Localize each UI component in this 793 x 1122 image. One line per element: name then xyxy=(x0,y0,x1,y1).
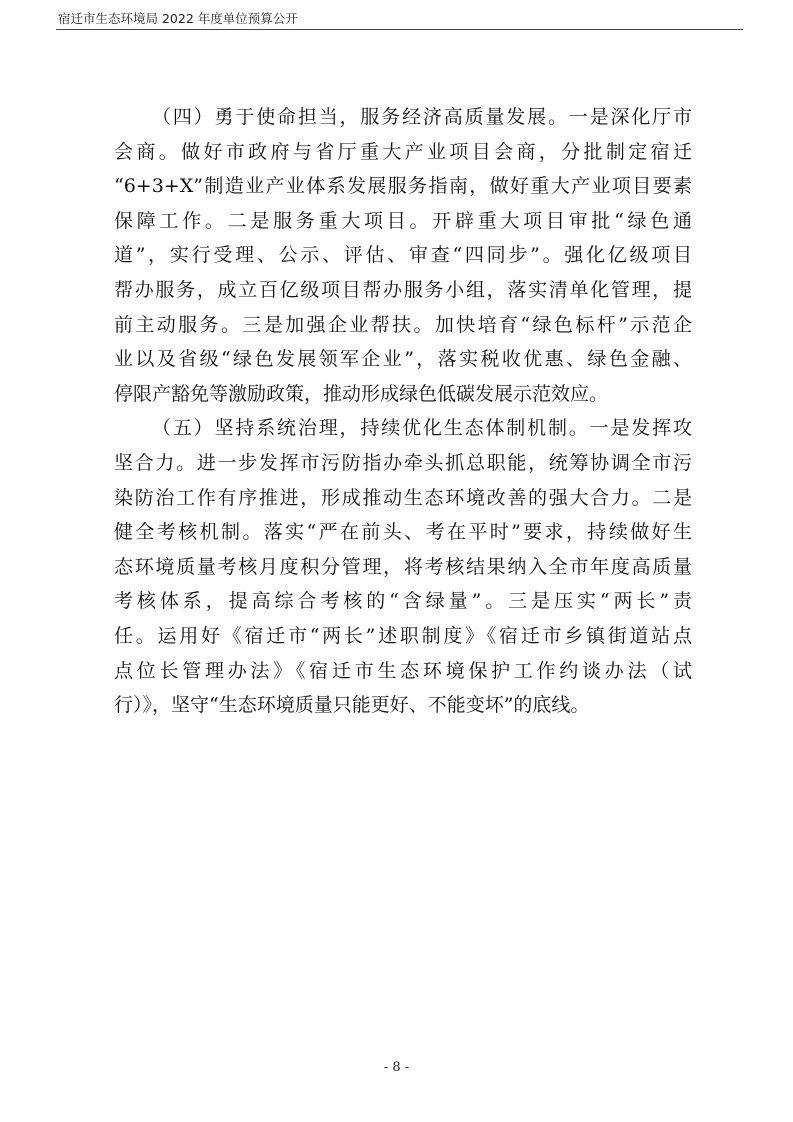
header-divider xyxy=(56,29,743,30)
paragraph-line: 考核体系，提高综合考核的“含绿量”。三是压实“两长”责 xyxy=(114,590,692,613)
paragraph-line: 健全考核机制。落实“严在前头、考在平时”要求，持续做好生 xyxy=(114,521,692,544)
paragraph-line: “6+3+X”制造业产业体系发展服务指南，做好重大产业项目要素 xyxy=(114,175,692,198)
paragraph-line: （四）勇于使命担当，服务经济高质量发展。一是深化厅市 xyxy=(152,106,692,128)
paragraph-line: 业以及省级“绿色发展领军企业”，落实税收优惠、绿色金融、 xyxy=(114,348,692,371)
paragraph-line: （五）坚持系统治理，持续优化生态体制机制。一是发挥攻 xyxy=(152,417,692,440)
paragraph-line: 任。运用好《宿迁市“两长”述职制度》《宿迁市乡镇街道站点 xyxy=(114,624,692,647)
paragraph-line: 点位长管理办法》《宿迁市生态环境保护工作约谈办法（试 xyxy=(114,659,692,682)
paragraph-line: 染防治工作有序推进，形成推动生态环境改善的强大合力。二是 xyxy=(114,486,692,509)
paragraph-line: 前主动服务。三是加强企业帮扶。加快培育“绿色标杆”示范企 xyxy=(114,313,692,336)
paragraph-line: 保障工作。二是服务重大项目。开辟重大项目审批“绿色通 xyxy=(114,209,692,232)
page-header-title: 宿迁市生态环境局 2022 年度单位预算公开 xyxy=(58,11,298,26)
paragraph-line: 停限产豁免等激励政策，推动形成绿色低碳发展示范效应。 xyxy=(114,382,609,405)
document-body xyxy=(114,100,692,723)
paragraph-5-system-governance xyxy=(114,411,692,722)
paragraph-line: 行）》，坚守“生态环境质量只能更好、不能变坏”的底线。 xyxy=(114,694,590,717)
paragraph-4-service-economy xyxy=(114,100,692,411)
page-number: - 8 - xyxy=(383,1060,410,1075)
paragraph-line: 坚合力。进一步发挥市污防指办牵头抓总职能，统筹协调全市污 xyxy=(114,451,692,474)
paragraph-line: 帮办服务，成立百亿级项目帮办服务小组，落实清单化管理，提 xyxy=(114,278,692,301)
paragraph-line: 态环境质量考核月度积分管理，将考核结果纳入全市年度高质量 xyxy=(114,555,692,578)
paragraph-line: 道”，实行受理、公示、评估、审查“四同步”。强化亿级项目 xyxy=(114,244,692,267)
paragraph-line: 会商。做好市政府与省厅重大产业项目会商，分批制定宿迁 xyxy=(114,140,692,163)
